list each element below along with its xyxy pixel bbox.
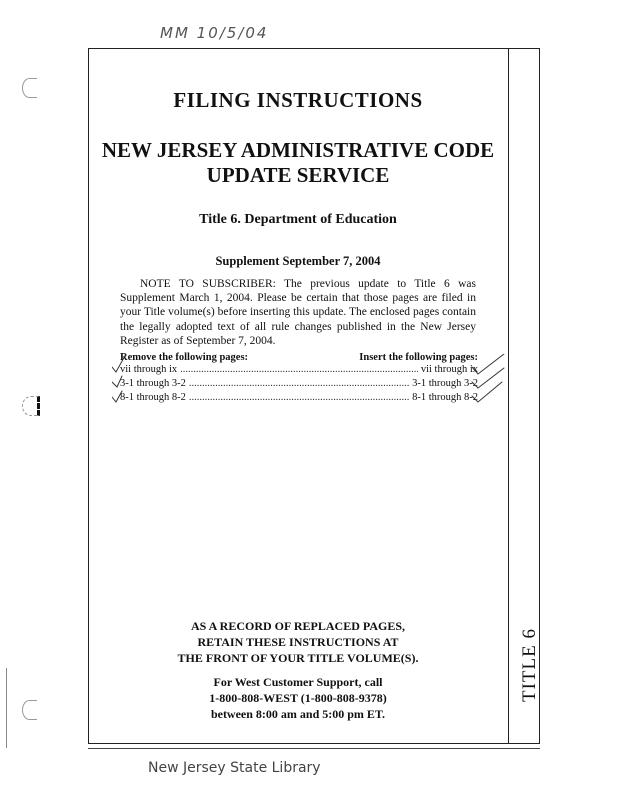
handwritten-checkmarks — [112, 354, 512, 414]
check-mark-icon — [112, 391, 122, 402]
punch-hole-top — [22, 78, 37, 98]
subscriber-note: NOTE TO SUBSCRIBER: The previous update to Title 6 was Supplement March 1, 2004. Please be certain that those pages are filed in your Title volume(s) before inserting this update. The enclosed pages contain the legally adopted text of all rule changes published in the New Jersey Register as of September 7, 2004. — [120, 278, 476, 347]
edge-mark — [6, 668, 7, 748]
code-heading-line1: NEW JERSEY ADMINISTRATIVE CODE — [101, 138, 495, 162]
insert-pages: vii through ix — [420, 364, 478, 375]
record-line3: THE FRONT OF YOUR TITLE VOLUME(S). — [177, 651, 419, 665]
record-line1: AS A RECORD OF REPLACED PAGES, — [190, 619, 406, 633]
punch-hole-middle — [22, 396, 40, 416]
check-mark-icon — [112, 354, 126, 372]
check-mark-icon — [112, 376, 122, 387]
insert-pages: 3-1 through 3-2 — [412, 378, 478, 389]
code-heading-line2: UPDATE SERVICE — [206, 163, 390, 187]
library-stamp: New Jersey State Library — [148, 760, 321, 776]
check-mark-icon — [472, 382, 502, 402]
support-line1: For West Customer Support, call — [213, 675, 383, 689]
remove-pages: 8-1 through 8-2 — [120, 392, 186, 403]
insert-header: Insert the following pages: — [359, 352, 478, 363]
check-mark-icon — [472, 354, 504, 374]
code-heading — [90, 138, 506, 188]
filing-instructions-heading: FILING INSTRUCTIONS — [173, 88, 423, 112]
support-line2: 1-800-808-WEST (1-800-808-9378) — [209, 691, 387, 705]
title-tab — [500, 620, 560, 710]
title-line: Title 6. Department of Education — [199, 212, 397, 227]
check-mark-icon — [472, 368, 504, 388]
title-tab-label: TITLE 6 — [519, 627, 541, 703]
record-notice — [90, 618, 506, 666]
remove-header: Remove the following pages: — [120, 352, 249, 363]
remove-pages: 3-1 through 3-2 — [120, 378, 186, 389]
record-line2: RETAIN THESE INSTRUCTIONS AT — [197, 635, 399, 649]
customer-support — [90, 674, 506, 722]
handwritten-note: MM 10/5/04 — [160, 24, 269, 42]
remove-pages: vii through ix — [120, 364, 178, 375]
frame-bottom-line — [88, 748, 540, 749]
support-line3: between 8:00 am and 5:00 pm ET. — [210, 707, 386, 721]
punch-hole-bottom — [22, 700, 37, 720]
supplement-date: Supplement September 7, 2004 — [215, 254, 381, 268]
insert-pages: 8-1 through 8-2 — [412, 392, 478, 403]
